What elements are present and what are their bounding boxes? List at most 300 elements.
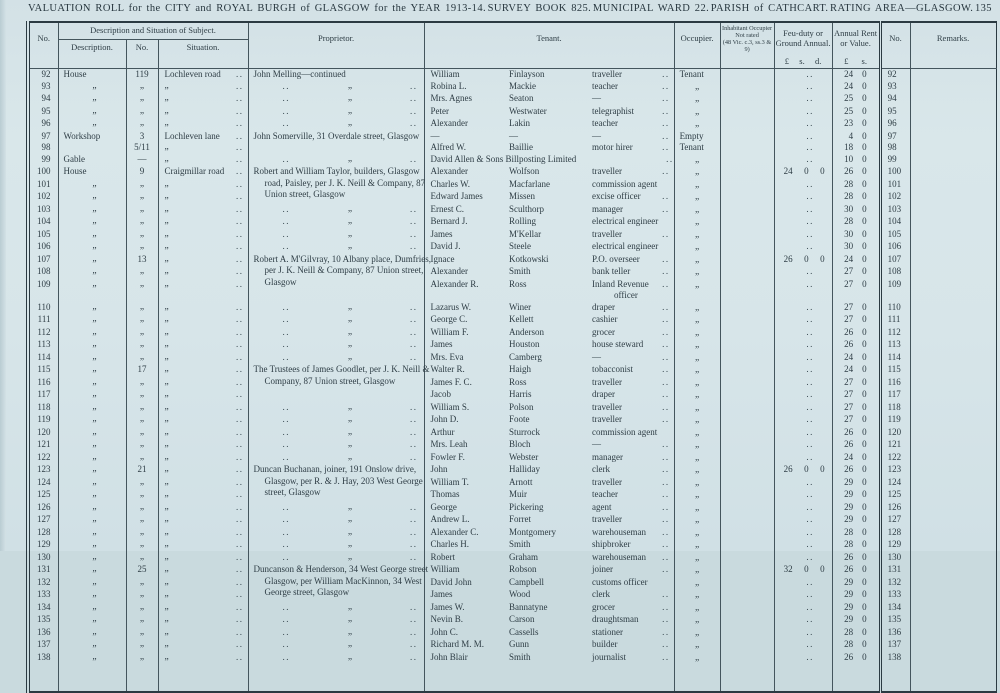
tenant-occupation-cell: — .. xyxy=(592,351,670,362)
table-row xyxy=(28,302,996,315)
table-row xyxy=(28,402,996,415)
inhabitant-occupier-cell xyxy=(720,489,774,502)
tenant-occupation-cell: electrical engineer xyxy=(592,241,659,251)
description-cell: „ xyxy=(58,254,126,267)
occupier-cell: „ xyxy=(674,502,720,515)
entry-no-left: 94 xyxy=(41,93,51,103)
street-no-cell: „ xyxy=(126,514,158,527)
street-no-cell: — xyxy=(126,154,158,167)
remarks-cell xyxy=(910,154,996,167)
tenant-forename-cell: Alexander R. xyxy=(424,279,506,302)
occupier-cell: „ xyxy=(674,552,720,565)
proprietor-cell: .. „ .. xyxy=(248,539,424,552)
tenant-occupation-cell: traveller .. xyxy=(592,69,670,79)
entry-no-left: 133 xyxy=(37,589,51,599)
feu-duty-cell: .. xyxy=(774,339,832,352)
inhabitant-occupier-cell xyxy=(720,327,774,340)
entry-no-right: 122 xyxy=(880,452,910,465)
col-no-left: No. xyxy=(37,33,50,44)
occupier-cell: „ xyxy=(674,93,720,106)
occupier-cell xyxy=(674,664,720,692)
entry-no-left: 124 xyxy=(37,476,51,487)
street-no-cell: „ xyxy=(126,489,158,502)
annual-rent-cell: 29 0 xyxy=(832,514,880,527)
col-remarks: Remarks. xyxy=(910,22,996,55)
proprietor-cell: .. „ .. xyxy=(248,241,424,254)
description-cell: „ xyxy=(58,452,126,465)
tenant-forename-cell: Jacob xyxy=(424,389,506,402)
remarks-cell xyxy=(910,627,996,640)
col-description: Description. xyxy=(58,40,126,56)
table-row xyxy=(28,179,996,192)
occupier-cell: „ xyxy=(674,191,720,204)
description-cell: „ xyxy=(58,477,126,490)
inhabitant-occupier-cell xyxy=(720,254,774,267)
remarks-cell xyxy=(910,279,996,302)
tenant-surname-cell: Mackie xyxy=(509,80,537,91)
entry-no-left: 112 xyxy=(37,326,51,337)
inhabitant-occupier-cell xyxy=(720,81,774,94)
tenant-surname-cell: Finlayson xyxy=(509,69,545,79)
tenant-forename-cell: George C. xyxy=(424,314,506,327)
proprietor-cell: .. „ .. xyxy=(248,339,424,352)
col-annual-rent: Annual Rent or Value. xyxy=(832,22,880,55)
entry-no-right: 119 xyxy=(880,414,910,427)
annual-rent-cell: 28 0 xyxy=(832,216,880,229)
entry-no-right: 96 xyxy=(880,118,910,131)
inhabitant-occupier-cell xyxy=(720,266,774,279)
feu-duty-cell: .. xyxy=(774,352,832,365)
tenant-occupation-cell: journalist .. xyxy=(592,651,670,662)
annual-rent-cell: 23 0 xyxy=(832,118,880,131)
entry-no-left: 135 xyxy=(37,614,51,624)
annual-rent-cell: 27 0 xyxy=(832,302,880,315)
survey-book: SURVEY BOOK 825. xyxy=(487,3,592,14)
entry-no-right: 131 xyxy=(880,564,910,577)
entry-no-left: 95 xyxy=(41,105,51,116)
entry-no-right: 101 xyxy=(880,179,910,192)
description-cell: „ xyxy=(58,279,126,302)
annual-rent-cell: 26 0 xyxy=(832,439,880,452)
annual-rent-cell: 30 0 xyxy=(832,204,880,217)
tenant-forename-cell: Peter xyxy=(424,106,506,119)
occupier-cell: „ xyxy=(674,166,720,179)
tenant-forename-cell: Lazarus W. xyxy=(424,302,506,315)
description-cell: „ xyxy=(58,627,126,640)
inhabitant-occupier-cell xyxy=(720,589,774,602)
tenant-occupation-cell: agent .. xyxy=(592,501,670,512)
street-no-cell: „ xyxy=(126,427,158,440)
annual-rent-cell: 29 0 xyxy=(832,577,880,590)
entry-no-left: 109 xyxy=(37,278,51,289)
feu-duty-cell: .. xyxy=(774,514,832,527)
occupier-cell: „ xyxy=(674,477,720,490)
situation-cell: Lochleven road .. xyxy=(158,69,248,81)
annual-rent-cell: 24 0 xyxy=(832,69,880,81)
street-no-cell: „ xyxy=(126,652,158,665)
annual-rent-cell: 25 0 xyxy=(832,106,880,119)
remarks-cell xyxy=(910,427,996,440)
table-row xyxy=(28,81,996,94)
occupier-cell: „ xyxy=(674,229,720,242)
tenant-forename-cell: Alfred W. xyxy=(424,142,506,154)
inhabitant-occupier-cell xyxy=(720,402,774,415)
inhabitant-occupier-cell xyxy=(720,602,774,615)
tenant-occupation-cell: traveller .. xyxy=(592,514,670,524)
situation-cell: „ .. xyxy=(158,627,248,640)
table-row xyxy=(28,577,996,590)
occupier-cell: Empty xyxy=(674,131,720,143)
entry-no-right: 125 xyxy=(880,489,910,502)
entry-no-right: 138 xyxy=(880,652,910,665)
feu-duty-cell: .. xyxy=(774,377,832,390)
situation-cell: „ .. xyxy=(158,527,248,540)
proprietor-cell: .. „ .. xyxy=(248,414,424,427)
remarks-cell xyxy=(910,614,996,627)
proprietor-cell xyxy=(248,664,424,692)
description-cell: „ xyxy=(58,402,126,415)
inhabitant-occupier-cell xyxy=(720,106,774,119)
occupier-cell: „ xyxy=(674,279,720,302)
tenant-occupation-cell: excise officer .. xyxy=(592,191,670,201)
tenant-forename-cell: Edward James xyxy=(424,191,506,204)
occupier-cell: „ xyxy=(674,639,720,652)
tenant-surname-cell: Kellett xyxy=(509,314,534,324)
annual-rent-cell: 18 0 xyxy=(832,142,880,154)
table-row xyxy=(28,131,996,143)
feu-duty-cell: .. xyxy=(774,364,832,377)
tenant-surname-cell: Foote xyxy=(509,414,530,424)
situation-cell: „ .. xyxy=(158,216,248,229)
tenant-forename-cell: Andrew L. xyxy=(424,514,506,527)
feu-duty-cell: 32 0 0 xyxy=(774,564,832,577)
remarks-cell xyxy=(910,166,996,179)
inhabitant-occupier-cell xyxy=(720,639,774,652)
tenant-occupation-cell: house steward .. xyxy=(592,339,670,349)
remarks-cell xyxy=(910,352,996,365)
description-cell: „ xyxy=(58,514,126,527)
feu-duty-cell: .. xyxy=(774,477,832,490)
tenant-surname-cell: M'Kellar xyxy=(509,228,542,239)
table-row xyxy=(28,377,996,390)
description-cell: Gable xyxy=(58,154,126,167)
feu-duty-cell: .. xyxy=(774,527,832,540)
feu-duty-cell: .. xyxy=(774,216,832,229)
tenant-occupation-cell: joiner .. xyxy=(592,564,670,574)
inhabitant-occupier-cell xyxy=(720,314,774,327)
proprietor-cell: .. „ .. xyxy=(248,552,424,565)
tenant-forename-cell: James xyxy=(424,589,506,602)
occupier-cell: „ xyxy=(674,106,720,119)
inhabitant-occupier-cell xyxy=(720,142,774,154)
table-row xyxy=(28,191,996,204)
annual-rent-cell: 25 0 xyxy=(832,93,880,106)
entry-no-left: 104 xyxy=(37,216,51,226)
entry-no-left: 102 xyxy=(37,191,51,201)
entry-no-left: 125 xyxy=(37,489,51,499)
street-no-cell: „ xyxy=(126,377,158,390)
remarks-cell xyxy=(910,639,996,652)
description-cell: „ xyxy=(58,191,126,204)
situation-cell: „ .. xyxy=(158,118,248,131)
entry-no-right: 130 xyxy=(880,552,910,565)
street-no-cell: „ xyxy=(126,552,158,565)
tenant-occupation-cell: teacher .. xyxy=(592,118,670,128)
occupier-cell: „ xyxy=(674,154,720,167)
inhabitant-occupier-cell xyxy=(720,241,774,254)
table-row xyxy=(28,439,996,452)
inhabitant-occupier-cell xyxy=(720,527,774,540)
remarks-cell xyxy=(910,502,996,515)
feu-duty-cell: .. xyxy=(774,204,832,217)
feu-duty-cell: .. xyxy=(774,577,832,590)
annual-rent-cell: 24 0 xyxy=(832,352,880,365)
entry-no-left: 103 xyxy=(37,203,51,214)
feu-duty-cell: .. xyxy=(774,131,832,143)
inhabitant-occupier-cell xyxy=(720,93,774,106)
entry-no-right: 117 xyxy=(880,389,910,402)
situation-cell: „ .. xyxy=(158,179,248,192)
table-row xyxy=(28,216,996,229)
description-cell: „ xyxy=(58,302,126,315)
street-no-cell: 3 xyxy=(126,131,158,143)
entry-no-right: 93 xyxy=(880,81,910,94)
tenant-surname-cell: Seaton xyxy=(509,93,534,103)
inhabitant-occupier-cell xyxy=(720,539,774,552)
tenant-forename-cell: Mrs. Agnes xyxy=(424,93,506,106)
description-cell xyxy=(58,142,126,154)
table-row xyxy=(28,364,996,377)
tenant-occupation-cell: builder .. xyxy=(592,639,670,649)
remarks-cell xyxy=(910,69,996,81)
feu-duty-cell: .. xyxy=(774,489,832,502)
feu-duty-cell: .. xyxy=(774,191,832,204)
street-no-cell: 13 xyxy=(126,254,158,267)
entry-no-left: 101 xyxy=(37,178,51,189)
description-cell: „ xyxy=(58,539,126,552)
entry-no-right: 128 xyxy=(880,527,910,540)
tenant-forename-cell: William T. xyxy=(424,477,506,490)
description-cell: „ xyxy=(58,439,126,452)
tenant-forename-cell: Walter R. xyxy=(424,364,506,377)
inhabitant-occupier-cell xyxy=(720,452,774,465)
situation-cell: „ .. xyxy=(158,93,248,106)
entry-no-left: 126 xyxy=(37,501,51,512)
proprietor-cell: .. „ .. xyxy=(248,81,424,94)
table-row xyxy=(28,254,996,267)
entry-no-right: 98 xyxy=(880,142,910,154)
valuation-table xyxy=(26,21,997,693)
municipal-ward: MUNICIPAL WARD 22. xyxy=(592,3,710,14)
tenant-occupation-cell: manager .. xyxy=(592,203,670,214)
feu-money-units: £ s. d. xyxy=(774,55,832,69)
street-no-cell: „ xyxy=(126,279,158,302)
tenant-surname-cell: Halliday xyxy=(509,464,541,474)
entry-no-right: 97 xyxy=(880,131,910,143)
description-cell: House xyxy=(58,69,126,81)
description-cell: „ xyxy=(58,81,126,94)
description-cell: „ xyxy=(58,639,126,652)
tenant-surname-cell: Smith xyxy=(509,539,531,549)
annual-rent-cell: 27 0 xyxy=(832,389,880,402)
description-cell: „ xyxy=(58,614,126,627)
description-cell: „ xyxy=(58,589,126,602)
street-no-cell: „ xyxy=(126,93,158,106)
tenant-occupation-cell: — .. xyxy=(592,130,670,141)
occupier-cell: „ xyxy=(674,352,720,365)
feu-duty-cell: .. xyxy=(774,614,832,627)
inhabitant-occupier-cell xyxy=(720,502,774,515)
situation-cell: „ .. xyxy=(158,191,248,204)
entry-no-left: 119 xyxy=(37,414,51,424)
col-situation: Situation. xyxy=(158,40,248,56)
situation-cell: Craigmillar road .. xyxy=(158,166,248,179)
table-row xyxy=(28,266,996,279)
table-header xyxy=(28,22,996,69)
feu-duty-cell: .. xyxy=(774,154,832,167)
street-no-cell: „ xyxy=(126,216,158,229)
occupier-cell: „ xyxy=(674,427,720,440)
entry-no-left: 120 xyxy=(37,426,51,437)
entry-no-left: 118 xyxy=(37,401,51,412)
inhabitant-occupier-cell xyxy=(720,389,774,402)
tenant-occupation-cell: draper .. xyxy=(592,389,670,399)
entry-no-right: 126 xyxy=(880,502,910,515)
description-cell: „ xyxy=(58,427,126,440)
annual-rent-cell: 27 0 xyxy=(832,377,880,390)
remarks-cell xyxy=(910,564,996,577)
street-no-cell xyxy=(126,664,158,692)
feu-duty-cell: .. xyxy=(774,427,832,440)
remarks-cell xyxy=(910,402,996,415)
situation-cell: „ .. xyxy=(158,229,248,242)
table-row xyxy=(28,464,996,477)
entry-no-right: 137 xyxy=(880,639,910,652)
proprietor-cell: .. „ .. xyxy=(248,106,424,119)
street-no-cell: „ xyxy=(126,452,158,465)
proprietor-cell: .. „ .. xyxy=(248,204,424,217)
street-no-cell: 119 xyxy=(126,69,158,81)
proprietor-cell: .. „ .. xyxy=(248,627,424,640)
description-cell: „ xyxy=(58,377,126,390)
table-row xyxy=(28,352,996,365)
table-row xyxy=(28,427,996,440)
street-no-cell: „ xyxy=(126,402,158,415)
annual-rent-cell: 29 0 xyxy=(832,614,880,627)
entry-no-left xyxy=(28,664,58,692)
tenant-forename-cell: Nevin B. xyxy=(424,614,506,627)
feu-duty-cell: .. xyxy=(774,279,832,302)
inhabitant-occupier-cell xyxy=(720,464,774,477)
annual-rent-cell: 24 0 xyxy=(832,81,880,94)
annual-rent-cell: 26 0 xyxy=(832,464,880,477)
occupier-cell: „ xyxy=(674,564,720,577)
masthead xyxy=(28,3,992,20)
entry-no-left: 131 xyxy=(37,564,51,574)
tenant-occupation-cell: draper .. xyxy=(592,301,670,312)
feu-duty-cell: 26 0 0 xyxy=(774,254,832,267)
tenant-forename-cell: Alexander xyxy=(424,166,506,179)
tenant-forename-cell xyxy=(424,664,506,692)
col-desc-group: Description and Situation of Subject. xyxy=(58,22,248,40)
tenant-surname-cell: Campbell xyxy=(509,576,545,587)
street-no-cell: 9 xyxy=(126,166,158,179)
inhabitant-occupier-cell xyxy=(720,427,774,440)
proprietor-cell: .. „ .. xyxy=(248,314,424,327)
remarks-cell xyxy=(910,179,996,192)
tenant-surname-cell: Steele xyxy=(509,241,532,251)
tenant-surname-cell: Sturrock xyxy=(509,426,541,437)
tenant-forename-cell: Arthur xyxy=(424,427,506,440)
entry-no-right: 108 xyxy=(880,266,910,279)
remarks-cell xyxy=(910,477,996,490)
entry-no-right: 129 xyxy=(880,539,910,552)
feu-duty-cell: .. xyxy=(774,327,832,340)
tenant-occupation-cell: teacher .. xyxy=(592,80,670,91)
inhabitant-occupier-cell xyxy=(720,652,774,665)
table-row xyxy=(28,614,996,627)
annual-rent-cell: 27 0 xyxy=(832,314,880,327)
annual-rent-cell: 30 0 xyxy=(832,229,880,242)
remarks-cell xyxy=(910,302,996,315)
entry-no-left: 127 xyxy=(37,514,51,524)
street-no-cell: 25 xyxy=(126,564,158,577)
proprietor-cell: Duncan Buchanan, joiner, 191 Onslow drive, Glasgow, per R. & J. Hay, 203 West George street, Glasgow xyxy=(248,464,424,477)
tenant-occupation-cell: motor hirer .. xyxy=(592,142,670,152)
feu-duty-cell: .. xyxy=(774,439,832,452)
table-row xyxy=(28,452,996,465)
proprietor-cell: .. „ .. xyxy=(248,93,424,106)
tenant-occupation-cell: bank teller .. xyxy=(592,266,670,276)
tenant-forename-cell: David John xyxy=(424,577,506,590)
remarks-cell xyxy=(910,489,996,502)
inhabitant-occupier-cell xyxy=(720,364,774,377)
tenant-surname-cell: Sculthorp xyxy=(509,203,545,214)
entry-no-right: 102 xyxy=(880,191,910,204)
tenant-forename-cell: Alexander C. xyxy=(424,527,506,540)
street-no-cell: „ xyxy=(126,229,158,242)
tenant-surname-cell: Rolling xyxy=(509,216,537,226)
street-no-cell: „ xyxy=(126,527,158,540)
feu-duty-cell: .. xyxy=(774,229,832,242)
inhabitant-occupier-cell xyxy=(720,627,774,640)
tenant-surname-cell: Montgomery xyxy=(509,526,557,537)
tenant-occupation-cell: P.O. overseer .. xyxy=(592,253,670,264)
inhabitant-occupier-cell xyxy=(720,204,774,217)
situation-cell: „ .. xyxy=(158,514,248,527)
situation-cell: „ .. xyxy=(158,327,248,340)
entry-no-right: 132 xyxy=(880,577,910,590)
feu-duty-cell: .. xyxy=(774,266,832,279)
entry-no-right: 104 xyxy=(880,216,910,229)
parish: PARISH of CATHCART. xyxy=(710,3,829,14)
description-cell: „ xyxy=(58,327,126,340)
remarks-cell xyxy=(910,589,996,602)
tenant-forename-cell: William S. xyxy=(424,402,506,415)
tenant-forename-cell: William xyxy=(424,564,506,577)
street-no-cell: „ xyxy=(126,191,158,204)
entry-no-right: 116 xyxy=(880,377,910,390)
remarks-cell xyxy=(910,254,996,267)
street-no-cell: „ xyxy=(126,539,158,552)
street-no-cell: 17 xyxy=(126,364,158,377)
tenant-surname-cell: Wood xyxy=(509,589,531,599)
tenant-forename-cell: James xyxy=(424,229,506,242)
situation-cell: „ .. xyxy=(158,241,248,254)
inhabitant-occupier-cell xyxy=(720,352,774,365)
entry-no-left: 114 xyxy=(37,351,51,362)
street-no-cell: „ xyxy=(126,266,158,279)
